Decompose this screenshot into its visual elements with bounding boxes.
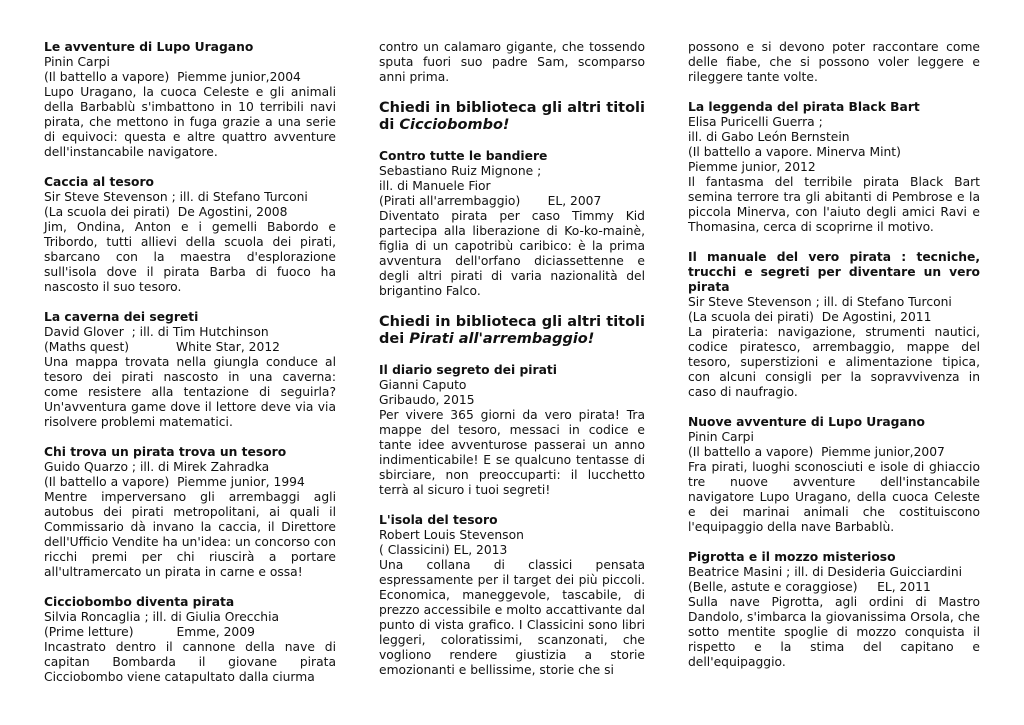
book-author: Sir Steve Stevenson ; ill. di Stefano Turconi	[44, 190, 308, 204]
book-author: Sir Steve Stevenson ; ill. di Stefano Turconi	[688, 295, 952, 309]
book-publisher: (Prime letture) Emme, 2009	[44, 625, 255, 639]
book-description: Lupo Uragano, la cuoca Celeste e gli animali della Barbablù s'imbattono in 10 terribili navi pirata, che mettono in fuga grazie a una serie di equivoci: questa e altre quattro avventure dell'instancabile navigatore.	[44, 85, 336, 159]
book-title: L'isola del tesoro	[379, 513, 498, 527]
book-description: Fra pirati, luoghi sconosciuti e isole di ghiaccio tre nuove avventure dell'instancabile navigatore Lupo Uragano, della cuoca Celeste e dei marinai animali che costituiscono l'equipaggio della nave Barbablù.	[688, 460, 980, 534]
book-author: Beatrice Masini ; ill. di Desideria Guicciardini	[688, 565, 963, 579]
book-publisher: Piemme junior, 2012	[688, 160, 816, 174]
book-title: Chi trova un pirata trova un tesoro	[44, 445, 287, 459]
book-author: Pinin Carpi	[688, 430, 754, 444]
book-entry	[688, 415, 980, 535]
book-publisher: (La scuola dei pirati) De Agostini, 2008	[44, 205, 288, 219]
continued-description: possono e si devono poter raccontare come delle fiabe, che si possono voler leggere e rileggere tante volte.	[688, 40, 980, 84]
book-title: Il diario segreto dei pirati	[379, 363, 557, 377]
section-header-text: Chiedi in biblioteca gli altri titoli di	[379, 100, 645, 133]
book-entry	[688, 100, 980, 235]
book-description: La pirateria: navigazione, strumenti nautici, codice piratesco, arrembaggio, mappe del tesoro, superstizioni e alimentazione tipica, con alcuni consigli per la sopravvivenza in caso di naufragio.	[688, 325, 980, 399]
section-header-text: Chiedi in biblioteca gli altri titoli dei	[379, 314, 645, 347]
section-header	[379, 100, 645, 134]
book-publisher: (Il battello a vapore) Piemme junior, 1994	[44, 475, 305, 489]
book-entry	[44, 175, 336, 295]
book-publisher: ( Classicini) EL, 2013	[379, 543, 508, 557]
column-left	[44, 40, 336, 700]
book-entry	[44, 310, 336, 430]
book-author: Guido Quarzo ; ill. di Mirek Zahradka	[44, 460, 270, 474]
section-header-series: Pirati all'arrembaggio!	[409, 331, 595, 347]
book-description: Incastrato dentro il cannone della nave di capitan Bombarda il giovane pirata Cicciobombo viene catapultato dalla ciurma	[44, 640, 336, 684]
book-publisher: (La scuola dei pirati) De Agostini, 2011	[688, 310, 932, 324]
book-entry	[44, 40, 336, 160]
book-description: Una mappa trovata nella giungla conduce al tesoro dei pirati nascosto in una caverna: come resistere alla tentazione di seguirla? Un'avventura game dove il lettore deve via via risolvere problemi matematici.	[44, 355, 336, 429]
continued-description: contro un calamaro gigante, che tossendo sputa fuori suo padre Sam, scomparso anni prima.	[379, 40, 645, 84]
book-entry	[44, 595, 336, 685]
book-title: Caccia al tesoro	[44, 175, 154, 189]
book-title: Cicciobombo diventa pirata	[44, 595, 235, 609]
column-middle	[379, 40, 645, 693]
section-header-series: Cicciobombo!	[399, 117, 510, 133]
book-title: Le avventure di Lupo Uragano	[44, 40, 254, 54]
book-author: Elisa Puricelli Guerra ;	[688, 115, 823, 129]
book-publisher: (Pirati all'arrembaggio) EL, 2007	[379, 194, 602, 208]
book-author: Gianni Caputo	[379, 378, 467, 392]
book-title: Nuove avventure di Lupo Uragano	[688, 415, 925, 429]
book-title: Il manuale del vero pirata : tecniche, trucchi e segreti per diventare un vero pirata	[688, 250, 980, 294]
book-description: Una collana di classici pensata espressamente per il target dei più piccoli. Economica, maneggevole, tascabile, di prezzo accessibile e molto accattivante dal punto di vista grafico. I Classicini sono libri leggeri, coloratissimi, scanzonati, che vogliono rendere giustizia a storie emozionanti e bellissime, storie che si	[379, 558, 645, 677]
book-description: Jim, Ondina, Anton e i gemelli Babordo e Tribordo, tutti allievi della scuola dei pirati, sbarcano con la maestra d'esplorazione sull'isola dove il pirata Barba di fuoco ha nascosto il suo tesoro.	[44, 220, 336, 294]
book-author: Pinin Carpi	[44, 55, 110, 69]
book-entry	[379, 363, 645, 498]
book-illustrator: ill. di Manuele Fior	[379, 179, 491, 193]
book-entry	[379, 149, 645, 299]
book-publisher: (Il battello a vapore) Piemme junior,2004	[44, 70, 301, 84]
book-publisher: Gribaudo, 2015	[379, 393, 475, 407]
book-description: Il fantasma del terribile pirata Black Bart semina terrore tra gli abitanti di Pembrose e la piccola Minerva, con l'aiuto degli amici Ravi e Thomasina, cerca di scoprirne il motivo.	[688, 175, 980, 234]
book-author: Silvia Roncaglia ; ill. di Giulia Orecchia	[44, 610, 280, 624]
book-author: David Glover ; ill. di Tim Hutchinson	[44, 325, 269, 339]
column-right	[688, 40, 980, 685]
section-header	[379, 314, 645, 348]
book-publisher: (Il battello a vapore) Piemme junior,2007	[688, 445, 945, 459]
book-description: Per vivere 365 giorni da vero pirata! Tra mappe del tesoro, messaci in codice e tante idee avventurose passerai un anno indimenticabile! E se qualcuno tentasse di sbirciare, non preoccuparti: il lucchetto terrà al sicuro i tuoi segreti!	[379, 408, 645, 497]
book-author: Sebastiano Ruiz Mignone ;	[379, 164, 542, 178]
book-illustrator: ill. di Gabo León Bernstein	[688, 130, 850, 144]
book-description: Diventato pirata per caso Timmy Kid partecipa alla liberazione di Ko-ko-mainè, figlia di un capotribù caribico: è la prima avventura dell'orfano diciassettenne e degli altri pirati di varia nazionalità del brigantino Falco.	[379, 209, 645, 298]
book-description: Sulla nave Pigrotta, agli ordini di Mastro Dandolo, s'imbarca la giovanissima Orsola, che sotto mentite spoglie di mozzo conquista il rispetto e la stima del capitano e dell'equipaggio.	[688, 595, 980, 669]
book-title: Pigrotta e il mozzo misterioso	[688, 550, 896, 564]
book-entry	[688, 250, 980, 400]
book-series: (Il battello a vapore. Minerva Mint)	[688, 145, 901, 159]
book-publisher: (Maths quest) White Star, 2012	[44, 340, 280, 354]
book-entry	[44, 445, 336, 580]
book-entry	[688, 550, 980, 670]
book-title: La leggenda del pirata Black Bart	[688, 100, 920, 114]
book-title: Contro tutte le bandiere	[379, 149, 548, 163]
book-description: Mentre imperversano gli arrembaggi agli autobus dei pirati metropolitani, ai quali il Commissario dà invano la caccia, il Direttore dell'Ufficio Vendite ha un'idea: un concorso con ricchi premi per chi riuscirà a portare all'ultramercato un pirata in carne e ossa!	[44, 490, 336, 579]
book-author: Robert Louis Stevenson	[379, 528, 524, 542]
book-publisher: (Belle, astute e coraggiose) EL, 2011	[688, 580, 931, 594]
book-entry	[379, 513, 645, 678]
book-title: La caverna dei segreti	[44, 310, 199, 324]
